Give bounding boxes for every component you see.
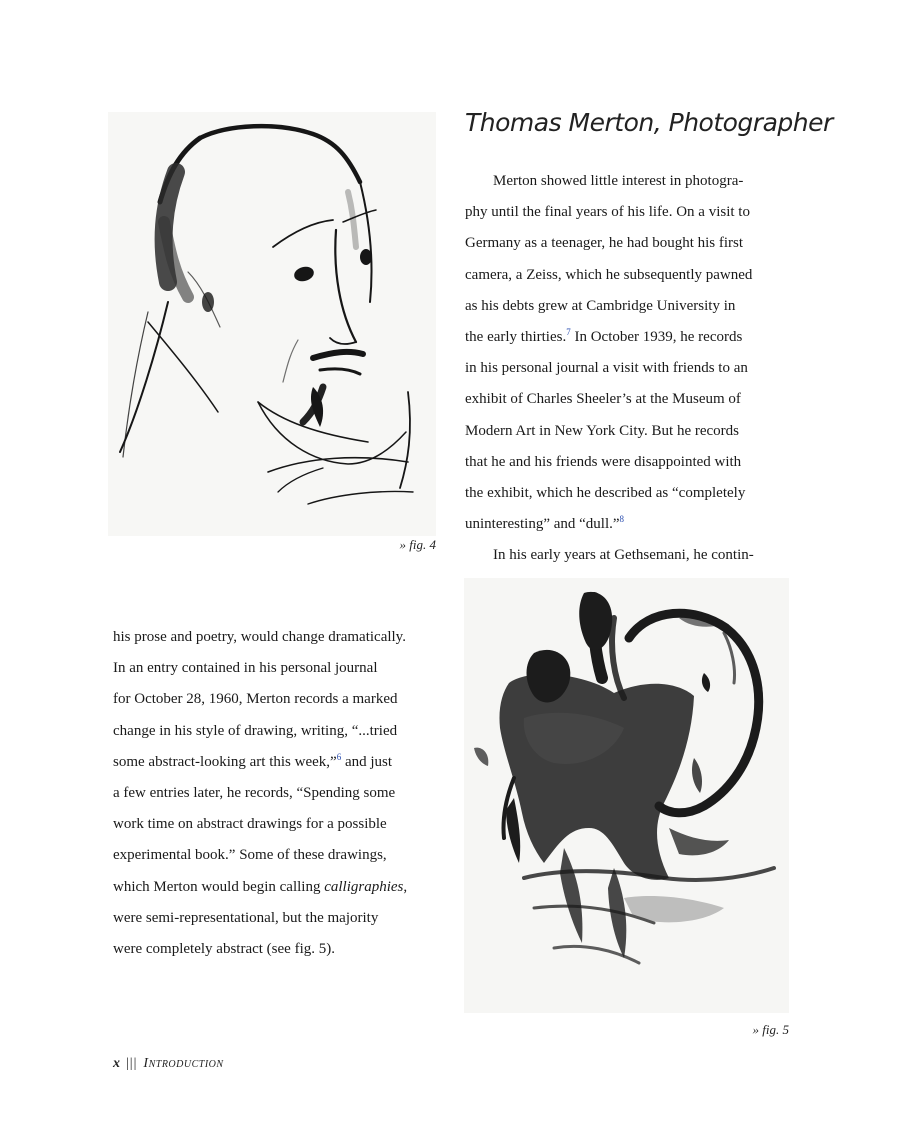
page-footer — [113, 1056, 224, 1072]
line-text: as his debts grew at Cambridge University in — [465, 297, 736, 314]
figure-4-caption: » fig. 4 — [399, 537, 436, 552]
line-text: work time on abstract drawings for a possible — [113, 816, 387, 833]
text-line — [113, 840, 438, 871]
text-line — [113, 622, 438, 653]
figure-5-calligraphy — [464, 578, 789, 1013]
text-line — [465, 228, 790, 259]
text-line — [113, 903, 438, 934]
footnote-marker[interactable]: 6 — [336, 751, 342, 762]
line-text: change in his style of drawing, writing, “...tried — [113, 722, 398, 739]
footnote-marker[interactable]: 8 — [619, 514, 625, 525]
line-text-continued: , — [403, 878, 408, 895]
line-text: camera, a Zeiss, which he subsequently pawned — [465, 266, 753, 283]
line-text: phy until the final years of his life. On a visit to — [465, 204, 750, 221]
line-text: that he and his friends were disappointed with — [465, 453, 742, 470]
text-line — [465, 260, 790, 291]
line-text: experimental book.” Some of these drawings, — [113, 847, 387, 864]
text-line — [465, 353, 790, 384]
text-line — [465, 416, 790, 447]
line-text: a few entries later, he records, “Spending some — [113, 784, 396, 801]
line-text: Merton showed little interest in photogra- — [493, 173, 744, 189]
text-line — [465, 447, 790, 478]
line-text: uninteresting” and “dull.” — [465, 516, 620, 533]
line-text: were completely abstract (see fig. 5). — [113, 940, 335, 957]
portrait-sketch-drawing — [108, 112, 436, 536]
text-line — [465, 384, 790, 415]
line-text: some abstract-looking art this week,” — [113, 753, 337, 770]
line-text: the exhibit, which he described as “completely — [465, 484, 746, 501]
line-text-continued: In October 1939, he records — [570, 328, 743, 345]
text-line — [113, 716, 438, 747]
line-text: in his personal journal a visit with friends to an — [465, 360, 748, 377]
text-line — [113, 653, 438, 684]
line-text: were semi-representational, but the majority — [113, 909, 379, 926]
line-text: exhibit of Charles Sheeler’s at the Museum of — [465, 391, 741, 408]
text-line — [465, 291, 790, 322]
line-text: In an entry contained in his personal journal — [113, 660, 378, 677]
text-line — [113, 684, 438, 715]
text-line — [113, 747, 438, 778]
footer-section-name: Introduction — [143, 1056, 224, 1071]
text-line — [113, 809, 438, 840]
text-line — [465, 166, 790, 197]
text-line — [465, 540, 790, 571]
text-line — [465, 478, 790, 509]
line-text: In his early years at Gethsemani, he contin- — [493, 547, 754, 564]
left-text-column — [113, 622, 438, 965]
page-number: x — [113, 1056, 120, 1071]
section-title: Thomas Merton, Photographer — [465, 108, 833, 137]
footnote-marker[interactable]: 7 — [566, 326, 571, 337]
line-text: which Merton would begin calling — [113, 878, 325, 895]
text-line — [113, 872, 438, 903]
line-text: Modern Art in New York City. But he records — [465, 422, 740, 439]
figure-4-portrait-sketch — [108, 112, 436, 536]
line-text: Germany as a teenager, he had bought his first — [465, 235, 744, 252]
italic-term: calligraphies — [324, 878, 404, 895]
footer-separator: ||| — [126, 1056, 138, 1071]
text-line — [465, 322, 790, 353]
text-line — [465, 509, 790, 540]
text-line — [113, 934, 438, 965]
right-text-column — [465, 166, 790, 571]
line-text-continued: and just — [341, 753, 393, 770]
figure-5-caption: » fig. 5 — [752, 1022, 789, 1037]
line-text: for October 28, 1960, Merton records a marked — [113, 691, 398, 708]
line-text: his prose and poetry, would change dramatically. — [113, 629, 406, 645]
line-text: the early thirties. — [465, 328, 567, 345]
text-line — [465, 197, 790, 228]
text-line — [113, 778, 438, 809]
abstract-calligraphy-drawing — [464, 578, 789, 1013]
